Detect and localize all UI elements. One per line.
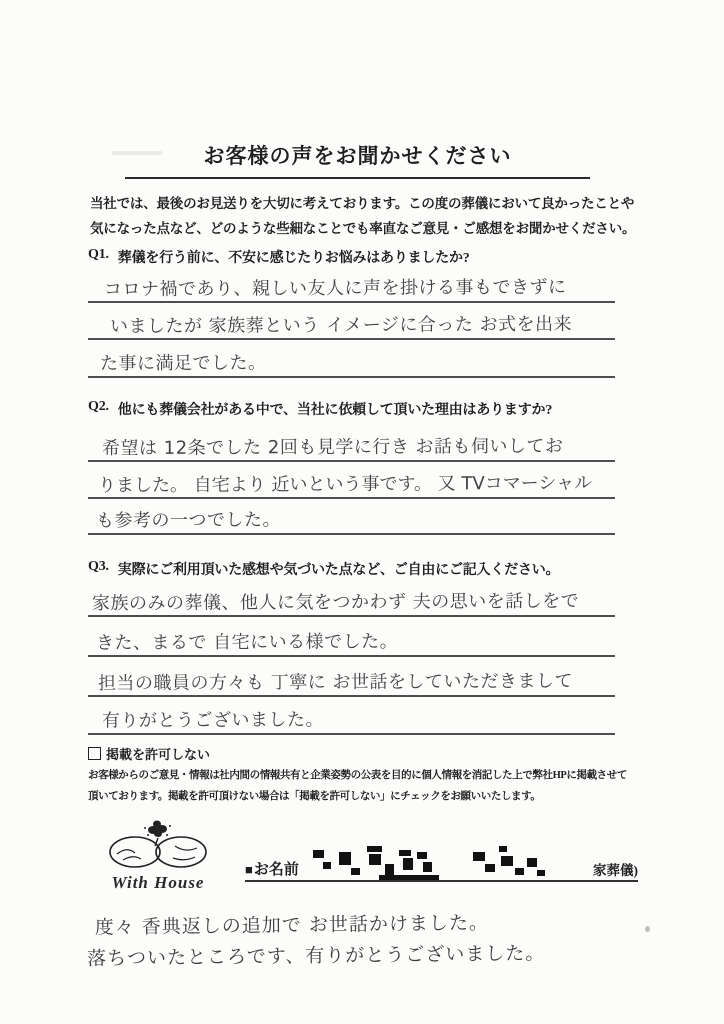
logo-text: With House — [111, 873, 205, 892]
q2-answer-line — [88, 462, 615, 499]
q2-answer-line — [88, 425, 615, 462]
handwritten-answer: 希望は 12条でした 2回も見学に行き お話も伺いしてお — [101, 435, 564, 460]
question-3-heading — [88, 559, 559, 579]
publish-opt-out-row — [88, 744, 210, 763]
page-title: お客様の声をお聞かせください — [203, 144, 512, 168]
q2-answer-line — [88, 498, 615, 535]
handwritten-answer: た事に満足でした。 — [99, 352, 267, 375]
handwritten-answer: 家族のみの葬儀、他人に気をつかわず 夫の思いを話しをで — [91, 590, 580, 615]
handwritten-answer: も参考の一つでした。 — [95, 509, 282, 532]
handwritten-answer: 有りがとうございました。 — [101, 709, 325, 732]
question-1-label: Q1. — [88, 247, 109, 262]
fine-print — [88, 765, 648, 807]
handwritten-answer: りました。 自宅より 近いという事です。 又 TVコマーシャル — [97, 472, 593, 497]
name-suffix: 家葬儀) — [593, 863, 638, 878]
handwritten-answer: コロナ禍であり、親しい友人に声を掛ける事もできずに — [103, 276, 567, 301]
handwritten-note-line: 落ちついたところです、有りがとうございました。 — [87, 942, 546, 970]
q3-answer-line — [88, 620, 615, 657]
question-2-label: Q2. — [88, 399, 109, 414]
handwritten-note — [87, 907, 546, 974]
opt-out-checkbox — [88, 747, 101, 760]
handwritten-answer: きた、まるで 自宅にいる様でした。 — [95, 631, 399, 654]
name-field-label — [245, 858, 299, 880]
question-3-text: 実際にご利用頂いた感想や気づいた点など、ご自由にご記入ください。 — [117, 563, 560, 578]
question-3-label: Q3. — [88, 559, 109, 574]
q1-answer-line — [88, 266, 615, 303]
q3-answer-line — [88, 580, 615, 617]
intro-line: 気になった点など、どのような些細なことでも率直なご意見・ご感想をお聞かせください。 — [90, 221, 636, 236]
redacted-name-blocks — [305, 844, 587, 880]
filled-square-icon: ■ — [245, 862, 253, 877]
name-field-row — [245, 850, 638, 882]
handwritten-answer: 担当の職員の方々も 丁寧に お世話をしていただきまして — [97, 670, 574, 695]
intro-paragraph — [90, 191, 650, 241]
handwritten-answer: いましたが 家族葬という イメージに合った お式を出来 — [109, 313, 573, 338]
fine-print-line: お客様からのご意見・情報は社内間の情報共有と企業姿勢の公表を目的に個人情報を消記した上で弊社HPに掲載させて — [88, 770, 627, 781]
question-1-text: 葬儀を行う前に、不安に感じたりお悩みはありましたか? — [117, 251, 470, 266]
q1-answer-line — [88, 303, 615, 340]
question-2-text: 他にも葬儀会社がある中で、当社に依頼して頂いた理由はありますか? — [117, 403, 553, 418]
q1-answer-line — [88, 341, 615, 378]
question-2-heading — [88, 399, 552, 419]
name-label-text: お名前 — [253, 862, 299, 878]
q3-answer-line — [88, 660, 615, 697]
q3-answer-line — [88, 698, 615, 735]
fine-print-line: 頂いております。掲載を許可頂けない場合は「掲載を許可しない」にチェックをお願いいたします。 — [88, 791, 541, 802]
handwritten-note-line: 度々 香典返しの追加で お世話かけました。 — [94, 911, 490, 939]
intro-line: 当社では、最後のお見送りを大切に考えております。この度の葬儀において良かったことや — [90, 196, 635, 211]
question-1-heading — [88, 247, 470, 267]
infinity-flower-icon — [95, 820, 221, 872]
opt-out-label: 掲載を許可しない — [106, 747, 211, 762]
with-house-logo — [88, 820, 228, 893]
scan-speck — [645, 926, 650, 932]
form-title-block — [125, 140, 590, 179]
